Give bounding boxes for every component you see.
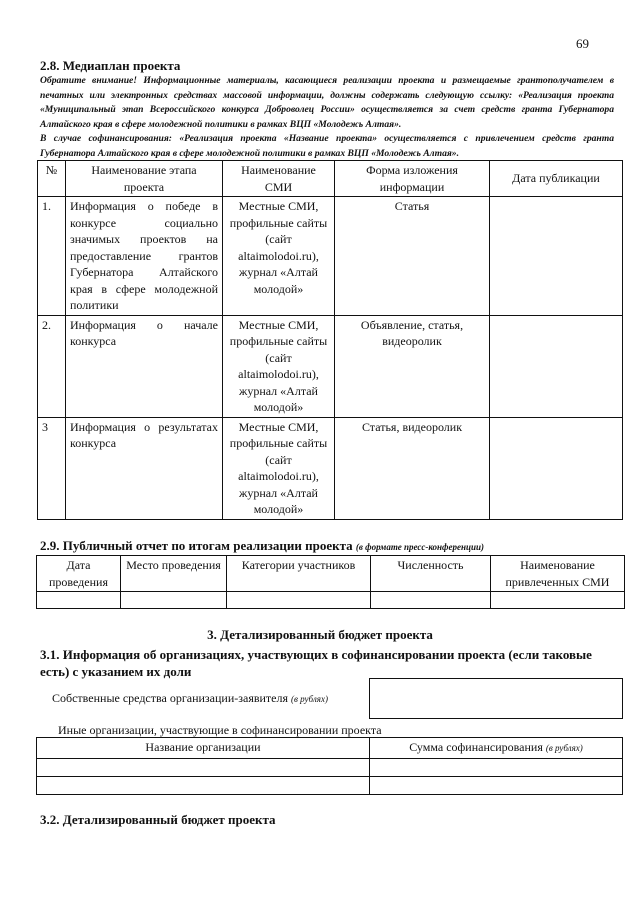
own-funds-label (52, 691, 328, 706)
col-header-place: Место проведения (121, 556, 227, 592)
row-media: Местные СМИ, профильные сайты (сайт altaimolodoi.ru), журнал «Алтай молодой» (223, 417, 335, 519)
row-stage: Информация о результатах конкурса (66, 417, 223, 519)
col-header-num: № (38, 161, 66, 197)
col-header-stage: Наименование этапа проекта (66, 161, 223, 197)
section-3-title: 3. Детализированный бюджет проекта (207, 627, 433, 642)
col-header-date: Дата публикации (490, 161, 623, 197)
row-date (490, 315, 623, 417)
col-header-count: Численность (371, 556, 491, 592)
row-number: 2. (38, 315, 66, 417)
row-stage: Информация о победе в конкурсе социально значимых проектов на предоставление грантов Губернатора Алтайского края в сфере молодежной политики (66, 197, 223, 316)
section-3-1-title: 3.1. Информация об организациях, участвующих в софинансировании проекта (если таковые есть) с указанием их доли (40, 647, 592, 679)
cell (371, 592, 491, 609)
cell (37, 776, 370, 794)
row-media: Местные СМИ, профильные сайты (сайт altaimolodoi.ru), журнал «Алтай молодой» (223, 197, 335, 316)
section-3-2-title: 3.2. Детализированный бюджет проекта (40, 812, 276, 827)
row-form: Статья, видеоролик (335, 417, 490, 519)
table-row (38, 197, 623, 316)
table-header-row (37, 738, 623, 759)
table-row (37, 592, 625, 609)
row-stage: Информация о начале конкурса (66, 315, 223, 417)
col-header-amount-text: Сумма софинансирования (409, 740, 543, 754)
section-2-9-title (40, 538, 484, 554)
own-funds-field[interactable] (369, 678, 623, 719)
page-number: 69 (576, 36, 589, 51)
col-header-org-name: Название организации (37, 738, 370, 759)
row-number: 1. (38, 197, 66, 316)
col-header-media-names: Наименование привлеченных СМИ (491, 556, 625, 592)
cell (121, 592, 227, 609)
col-header-amount-unit: (в рублях) (545, 743, 583, 753)
table-row (37, 758, 623, 776)
col-header-media: Наименование СМИ (223, 161, 335, 197)
section-2-9-title-text: 2.9. Публичный отчет по итогам реализации проекта (40, 538, 353, 553)
cell (370, 776, 623, 794)
cell (370, 758, 623, 776)
row-date (490, 197, 623, 316)
row-form: Статья (335, 197, 490, 316)
row-form: Объявление, статья, видеоролик (335, 315, 490, 417)
other-orgs-label: Иные организации, участвующие в софинансировании проекта (58, 723, 382, 737)
media-plan-table (37, 160, 623, 520)
note-paragraph-1: Обратите внимание! Информационные материалы, касающиеся реализации проекта и размещаемые грантополучателем в печатных или электронных средствах массовой информации, должны содержать следующую ссылку: «Реализация проекта «Муниципальный этап Всероссийского конкурса Доброволец России» осуществляется за счет средств гранта Губернатора Алтайского края в сфере молодежной политики в рамках ВЦП «Молодежь Алтая». (40, 75, 614, 130)
col-header-form: Форма изложения информации (335, 161, 490, 197)
cell (491, 592, 625, 609)
section-2-8-title: 2.8. Медиаплан проекта (40, 58, 181, 73)
col-header-amount (370, 738, 623, 759)
own-funds-unit: (в рублях) (291, 694, 328, 704)
row-media: Местные СМИ, профильные сайты (сайт altaimolodoi.ru), журнал «Алтай молодой» (223, 315, 335, 417)
row-date (490, 417, 623, 519)
col-header-date: Дата проведения (37, 556, 121, 592)
public-report-table (36, 555, 625, 609)
cell (37, 592, 121, 609)
media-plan-note (40, 74, 614, 162)
table-row (38, 417, 623, 519)
col-header-categories: Категории участников (227, 556, 371, 592)
table-row (38, 315, 623, 417)
own-funds-label-text: Собственные средства организации-заявителя (52, 691, 289, 705)
cell (37, 758, 370, 776)
row-number: 3 (38, 417, 66, 519)
section-2-9-subtitle: (в формате пресс-конференции) (355, 542, 484, 552)
note-paragraph-2: В случае софинансирования: «Реализация проекта «Название проекта» осуществляется с привлечением средств гранта Губернатора Алтайского края в сфере молодежной политики в рамках ВЦП «Молодежь Алтая». (40, 133, 614, 159)
table-row (37, 776, 623, 794)
table-header-row (37, 556, 625, 592)
table-header-row (38, 161, 623, 197)
cell (227, 592, 371, 609)
co-financing-orgs-table (36, 737, 623, 795)
